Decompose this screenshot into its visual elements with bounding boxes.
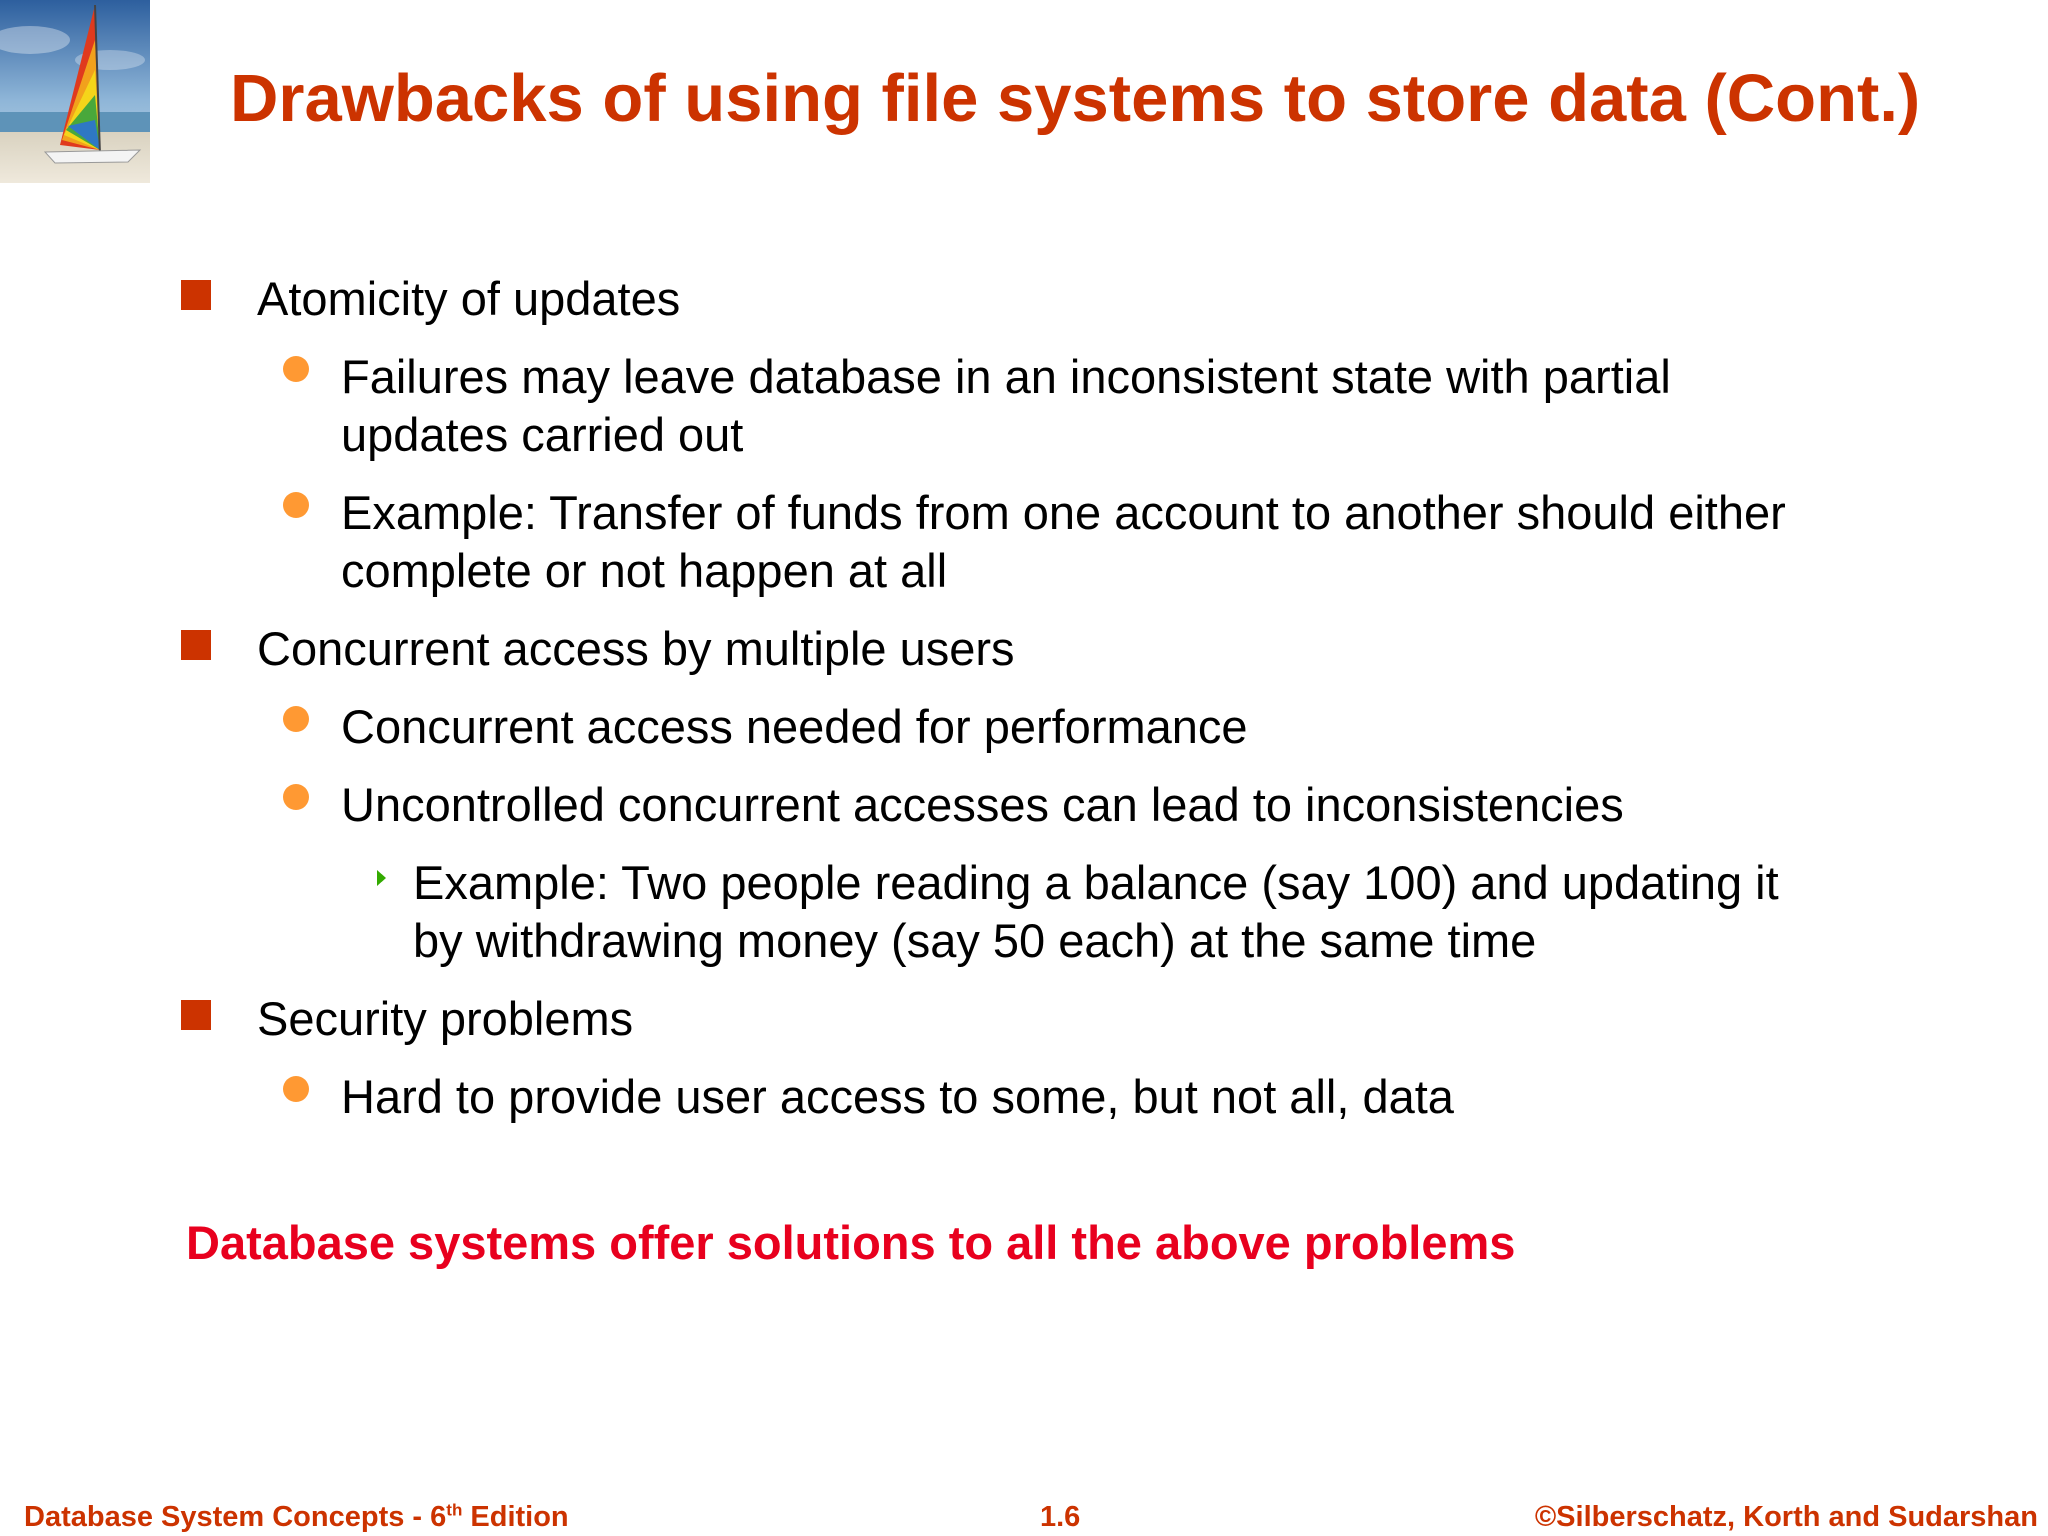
footer-book-title-prefix: Database System Concepts - 6: [24, 1501, 447, 1533]
footer-book-title: [24, 1500, 569, 1534]
sub-bullet-transfer-line1: Example: Transfer of funds from one account to another should either: [341, 486, 1786, 539]
sub-bullet-failures-line2: updates carried out: [341, 408, 744, 461]
dot-bullet: [283, 1076, 309, 1102]
slide-title: Drawbacks of using file systems to store data (Cont.): [230, 61, 1921, 136]
dot-bullet: [283, 706, 309, 732]
bullet-atomicity: Atomicity of updates: [257, 272, 681, 325]
square-bullet: [181, 1000, 211, 1030]
sub-bullet-transfer-line2: complete or not happen at all: [341, 544, 948, 597]
conclusion-text: Database systems offer solutions to all the above problems: [186, 1216, 1516, 1269]
square-bullet: [181, 630, 211, 660]
sub-bullet-user-access: Hard to provide user access to some, but not all, data: [341, 1070, 1454, 1123]
arrow-bullet: [377, 870, 386, 886]
footer-page-number: 1.6: [1040, 1501, 1081, 1533]
sailboat-beach-photo: [0, 0, 150, 183]
subsub-bullet-example-line1: Example: Two people reading a balance (say 100) and updating it: [413, 856, 1779, 909]
subsub-bullet-example-line2: by withdrawing money (say 50 each) at the same time: [413, 914, 1537, 967]
dot-bullet: [283, 784, 309, 810]
sub-bullet-uncontrolled: Uncontrolled concurrent accesses can lead to inconsistencies: [341, 778, 1624, 831]
footer-book-title-suffix: Edition: [462, 1501, 569, 1533]
sub-bullet-performance: Concurrent access needed for performance: [341, 700, 1248, 753]
bullet-security: Security problems: [257, 992, 634, 1045]
square-bullet: [181, 280, 211, 310]
sub-bullet-failures-line1: Failures may leave database in an inconsistent state with partial: [341, 350, 1671, 403]
dot-bullet: [283, 492, 309, 518]
footer-copyright: ©Silberschatz, Korth and Sudarshan: [1534, 1501, 2038, 1533]
bullet-concurrent-access: Concurrent access by multiple users: [257, 622, 1015, 675]
footer-edition-superscript: th: [446, 1500, 463, 1520]
dot-bullet: [283, 356, 309, 382]
